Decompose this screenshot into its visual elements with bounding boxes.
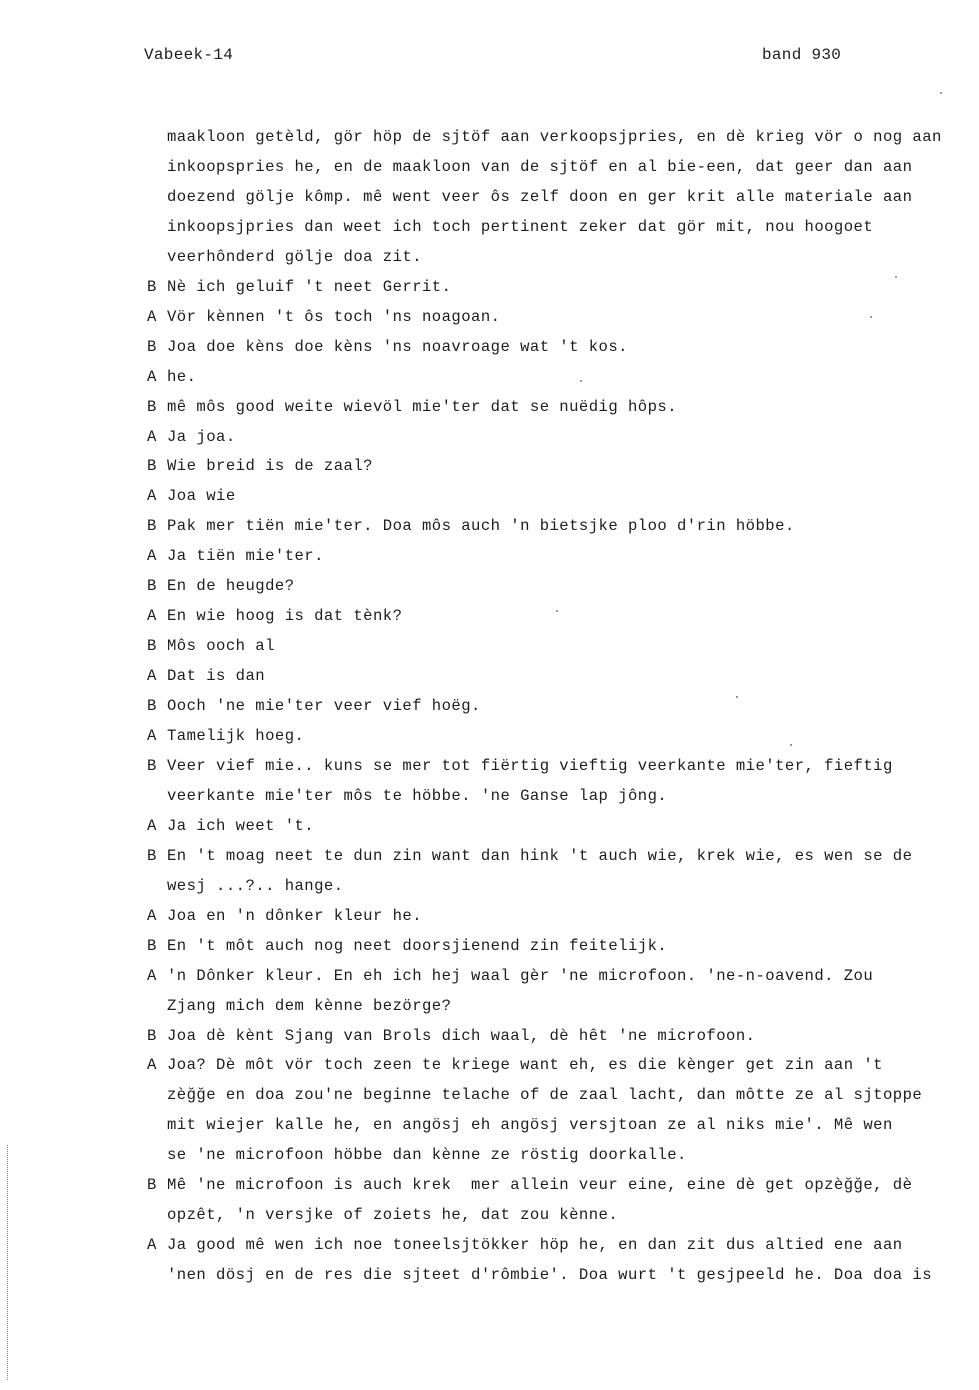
scan-speck	[895, 276, 897, 278]
transcript-line: zèğğe en doa zou'ne beginne telache of de zaal lacht, dan môtte ze al sjtoppe	[167, 1086, 923, 1104]
tape-number: band 930	[762, 46, 842, 64]
transcript-line: maakloon getèld, gör höp de sjtöf aan verkoopsjpries, en dè krieg vör o nog aan	[167, 128, 942, 146]
speaker-label: B	[147, 398, 157, 416]
speaker-label: A	[147, 967, 157, 985]
speaker-label: A	[147, 907, 157, 925]
speaker-label: B	[147, 1176, 157, 1194]
speaker-label: A	[147, 607, 157, 625]
scan-speck	[556, 610, 558, 612]
transcript-line: Ja good mê wen ich noe toneelsjtökker höp he, en dan zit dus altied ene aan	[167, 1236, 903, 1254]
speaker-label: A	[147, 1236, 157, 1254]
transcript-line: Mê 'ne microfoon is auch krek mer allein veur eine, eine dè get opzèğğe, dè	[167, 1176, 913, 1194]
speaker-label: A	[147, 817, 157, 835]
transcript-line: Joa doe kèns doe kèns 'ns noavroage wat 't kos.	[167, 338, 628, 356]
transcript-line: wesj ...?.. hange.	[167, 877, 344, 895]
scan-speck	[790, 744, 792, 746]
transcript-line: veerkante mie'ter môs te höbbe. 'ne Ganse lap jông.	[167, 787, 668, 805]
speaker-label: B	[147, 697, 157, 715]
speaker-label: B	[147, 637, 157, 655]
transcript-line: he.	[167, 368, 197, 386]
transcript-line: Môs ooch al	[167, 637, 275, 655]
transcript-line: 'n Dônker kleur. En eh ich hej waal gèr 'ne microfoon. 'ne-n-oavend. Zou	[167, 967, 874, 985]
transcript-line: Tamelijk hoeg.	[167, 727, 305, 745]
transcript-line: Joa? Dè môt vör toch zeen te kriege want eh, es die kènger get zin aan 't	[167, 1056, 883, 1074]
scan-speck	[736, 696, 738, 698]
transcript-line: Joa dè kènt Sjang van Brols dich waal, dè hêt 'ne microfoon.	[167, 1027, 756, 1045]
speaker-label: B	[147, 1027, 157, 1045]
transcript-line: Vör kènnen 't ôs toch 'ns noagoan.	[167, 308, 501, 326]
speaker-label: B	[147, 278, 157, 296]
transcript-line: En de heugde?	[167, 577, 295, 595]
transcript-line: Joa wie	[167, 487, 236, 505]
transcript-line: mê môs good weite wievöl mie'ter dat se nuëdig hôps.	[167, 398, 678, 416]
speaker-label: B	[147, 757, 157, 775]
transcript-line: mit wiejer kalle he, en angösj eh angösj versjtoan ze al niks mie'. Mê wen	[167, 1116, 893, 1134]
speaker-label: B	[147, 577, 157, 595]
transcript-line: doezend gölje kômp. mê went veer ôs zelf doon en ger krit alle materiale aan	[167, 188, 913, 206]
transcript-line: Nè ich geluif 't neet Gerrit.	[167, 278, 452, 296]
transcript-line: Veer vief mie.. kuns se mer tot fiërtig vieftig veerkante mie'ter, fieftig	[167, 757, 893, 775]
transcript-line: Ja tiën mie'ter.	[167, 547, 324, 565]
speaker-label: B	[147, 937, 157, 955]
transcript-line: En wie hoog is dat tènk?	[167, 607, 403, 625]
scan-speck	[870, 316, 872, 318]
transcript-line: Zjang mich dem kènne bezörge?	[167, 997, 452, 1015]
transcript-line: Ooch 'ne mie'ter veer vief hoëg.	[167, 697, 481, 715]
speaker-label: A	[147, 547, 157, 565]
speaker-label: B	[147, 457, 157, 475]
transcript-line: Ja joa.	[167, 428, 236, 446]
speaker-label: A	[147, 667, 157, 685]
transcript-line: inkoopsjpries dan weet ich toch pertinent zeker dat gör mit, nou hoogoet	[167, 218, 874, 236]
transcript-line: Joa en 'n dônker kleur he.	[167, 907, 423, 925]
transcript-line: 'nen dösj en de res die sjteet d'rômbie'. Doa wurt 't gesjpeeld he. Doa doa is	[167, 1266, 933, 1284]
transcript-line: Ja ich weet 't.	[167, 817, 315, 835]
speaker-label: A	[147, 727, 157, 745]
speaker-label: B	[147, 847, 157, 865]
speaker-label: A	[147, 308, 157, 326]
document-id: Vabeek-14	[144, 46, 234, 64]
speaker-label: B	[147, 517, 157, 535]
transcript-line: inkoopspries he, en de maakloon van de sjtöf en al bie-een, dat geer dan aan	[167, 158, 913, 176]
transcript-line: En 't moag neet te dun zin want dan hink 't auch wie, krek wie, es wen se de	[167, 847, 913, 865]
transcript-line: Pak mer tiën mie'ter. Doa môs auch 'n bietsjke ploo d'rin höbbe.	[167, 517, 795, 535]
transcript-line: se 'ne microfoon höbbe dan kènne ze röstig doorkalle.	[167, 1146, 687, 1164]
speaker-label: B	[147, 338, 157, 356]
scan-speck	[940, 92, 942, 94]
speaker-label: A	[147, 368, 157, 386]
transcript-line: Wie breid is de zaal?	[167, 457, 373, 475]
speaker-label: A	[147, 487, 157, 505]
transcript-line: veerhônderd gölje doa zit.	[167, 248, 423, 266]
speaker-label: A	[147, 1056, 157, 1074]
scan-speck	[580, 380, 582, 382]
speaker-label: A	[147, 428, 157, 446]
transcript-line: Dat is dan	[167, 667, 266, 685]
transcript-line: En 't môt auch nog neet doorsjienend zin feitelijk.	[167, 937, 668, 955]
margin-dots	[7, 1145, 12, 1380]
transcript-line: opzêt, 'n versjke of zoiets he, dat zou kènne.	[167, 1206, 619, 1224]
